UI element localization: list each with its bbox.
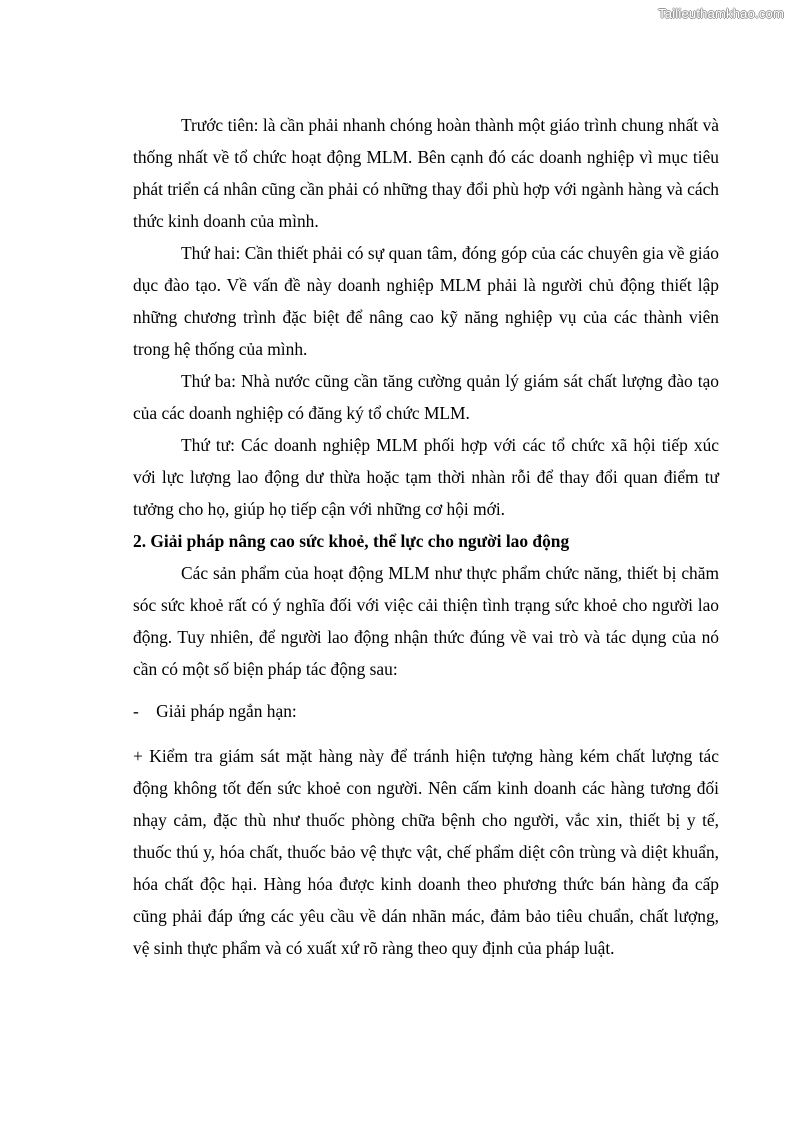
paragraph-third-point: Thứ ba: Nhà nước cũng cần tăng cường quản lý giám sát chất lượng đào tạo của các doanh nghiệp có đăng ký tổ chức MLM. — [133, 371, 719, 423]
paragraph-second-point: Thứ hai: Cần thiết phải có sự quan tâm, đóng góp của các chuyên gia về giáo dục đào tạo. Về vấn đề này doanh nghiệp MLM phải là người chủ động thiết lập những chương trình đặc biệt để nâng cao kỹ năng nghiệp vụ của các thành viên trong hệ thống của mình. — [133, 243, 719, 359]
site-watermark: Tailieuthamkhao.com — [658, 6, 784, 21]
paragraph-health-products: Các sản phẩm của hoạt động MLM như thực phẩm chức năng, thiết bị chăm sóc sức khoẻ rất có ý nghĩa đối với việc cải thiện tình trạng sức khoẻ cho người lao động. Tuy nhiên, để người lao động nhận thức đúng về vai trò và tác dụng của nó cần có một số biện pháp tác động sau: — [133, 563, 719, 679]
section-heading-2: 2. Giải pháp nâng cao sức khoẻ, thể lực cho người lao động — [133, 531, 570, 551]
paragraph-fourth-point: Thứ tư: Các doanh nghiệp MLM phối hợp với các tổ chức xã hội tiếp xúc với lực lượng lao động dư thừa hoặc tạm thời nhàn rỗi để thay đổi quan điểm tư tưởng cho họ, giúp họ tiếp cận với những cơ hội mới. — [133, 435, 719, 519]
paragraph-first-point: Trước tiên: là cần phải nhanh chóng hoàn thành một giáo trình chung nhất và thống nhất về tổ chức hoạt động MLM. Bên cạnh đó các doanh nghiệp vì mục tiêu phát triển cá nhân cũng cần phải có những thay đổi phù hợp với ngành hàng và cách thức kinh doanh của mình. — [133, 115, 719, 231]
document-body — [133, 109, 719, 964]
list-item-short-term: - Giải pháp ngắn hạn: — [133, 701, 297, 721]
list-item-inspection: + Kiểm tra giám sát mặt hàng này để tránh hiện tượng hàng kém chất lượng tác động không tốt đến sức khoẻ con người. Nên cấm kinh doanh các hàng tương đối nhạy cảm, đặc thù như thuốc phòng chữa bệnh cho người, vắc xin, thiết bị y tế, thuốc thú y, hóa chất, thuốc bảo vệ thực vật, chế phẩm diệt côn trùng và diệt khuẩn, hóa chất độc hại. Hàng hóa được kinh doanh theo phương thức bán hàng đa cấp cũng phải đáp ứng các yêu cầu về dán nhãn mác, đảm bảo tiêu chuẩn, chất lượng, vệ sinh thực phẩm và có xuất xứ rõ ràng theo quy định của pháp luật. — [133, 746, 719, 958]
